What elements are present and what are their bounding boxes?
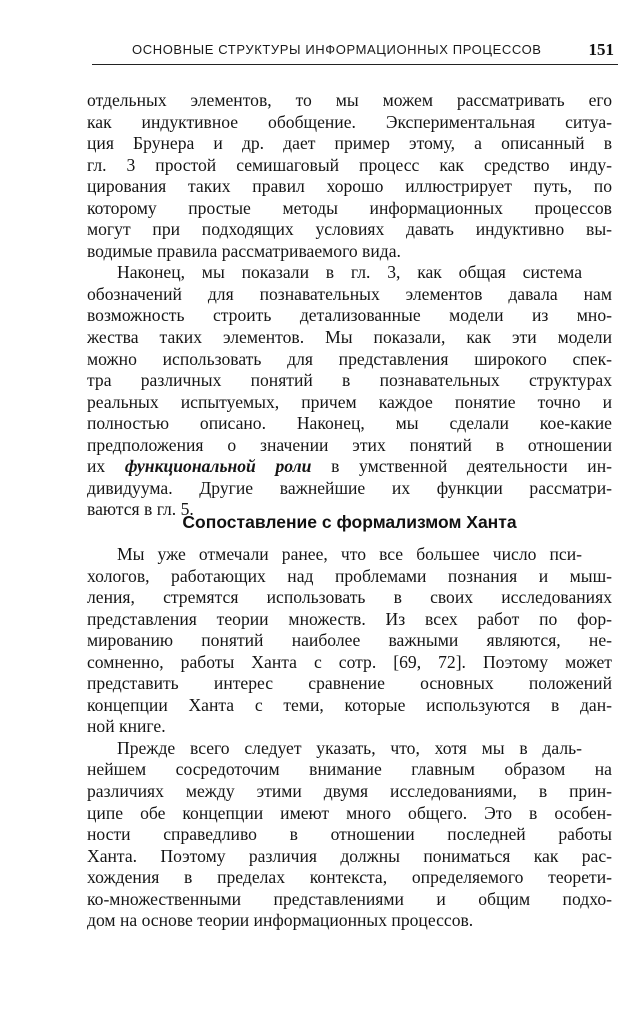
paragraph: [87, 262, 612, 521]
running-head: [92, 40, 614, 64]
text-line: ной книге.: [87, 716, 166, 737]
text-line: концепции Ханта с теми, которые используются в дан-: [87, 694, 612, 715]
text-line: водимые правила рассматриваемого вида.: [87, 240, 401, 261]
page-number: 151: [588, 40, 614, 59]
text-line: Мы уже отмечали ранее, что все большее число пси-: [117, 544, 582, 564]
text-line: гл. 3 простой семишаговый процесс как средство инду-: [87, 154, 612, 175]
paragraph: [87, 738, 612, 932]
emphasized-term: функциональной роли: [124, 456, 312, 477]
text-line: реальных испытуемых, причем каждое понятие точно и: [87, 391, 612, 412]
text-line: хологов, работающих над проблемами познания и мыш-: [87, 565, 612, 586]
text-line: ципе обе концепции имеют много общего. Это в особен-: [87, 802, 612, 823]
text-line: возможность строить детализованные модели из мно-: [87, 305, 612, 326]
text-line: ности справедливо в отношении последней работы: [87, 824, 612, 845]
text-line: отдельных элементов, то мы можем рассматривать его: [87, 90, 612, 110]
paragraph: [87, 544, 612, 738]
text-line: хождения в пределах контекста, определяемого теорети-: [87, 867, 612, 888]
text-line: Ханта. Поэтому различия должны пониматься как рас-: [87, 845, 612, 866]
text-line: жества таких элементов. Мы показали, как эти модели: [87, 327, 612, 348]
text-line: предположения о значении этих понятий в отношении: [87, 434, 612, 455]
text-line: сомненно, работы Ханта с сотр. [69, 72]. Поэтому может: [87, 651, 612, 672]
text-line-with-emphasis: [87, 456, 612, 478]
text-line: Прежде всего следует указать, что, хотя мы в даль-: [117, 737, 582, 758]
text-line: дом на основе теории информационных процессов.: [87, 910, 474, 931]
body-text-bottom: [87, 544, 612, 932]
text-line: дивидуума. Другие важнейшие их функции рассматри-: [87, 477, 612, 498]
text-line: мированию понятий наиболее важными являются, не-: [87, 630, 612, 651]
text-line: ция Брунера и др. дает пример этому, а описанный в: [87, 133, 612, 154]
text-run: их: [87, 456, 125, 477]
text-line: представить интерес сравнение основных положений: [87, 673, 612, 694]
section-heading: Сопоставление с формализмом Ханта: [182, 512, 517, 532]
text-line: можно использовать для представления широкого спек-: [87, 348, 612, 369]
text-line: представления теории множеств. Из всех работ по фор-: [87, 608, 612, 629]
text-line: ления, стремятся использовать в своих исследованиях: [87, 587, 612, 608]
text-line: обозначений для познавательных элементов давала нам: [87, 283, 612, 304]
text-line: могут при подходящих условиях давать индуктивно вы-: [87, 219, 612, 240]
text-line: ваются в гл. 5.: [87, 499, 194, 520]
text-line: цирования таких правил хорошо иллюстрирует путь, по: [87, 176, 612, 197]
text-line: Наконец, мы показали в гл. 3, как общая система: [117, 262, 582, 283]
text-line: ко-множественными представлениями и общим подхо-: [87, 888, 612, 909]
text-run: в умственной деятельности ин-: [311, 456, 612, 477]
text-line: тра различных понятий в познавательных структурах: [87, 370, 612, 391]
text-line: которому простые методы информационных процессов: [87, 197, 612, 218]
header-rule: [92, 64, 618, 65]
text-line: нейшем сосредоточим внимание главным образом на: [87, 759, 612, 780]
body-text-top: [87, 90, 612, 521]
running-head-title: ОСНОВНЫЕ СТРУКТУРЫ ИНФОРМАЦИОННЫХ ПРОЦЕССОВ: [132, 42, 542, 57]
text-line: различиях между этими двумя исследованиями, в прин-: [87, 781, 612, 802]
paragraph: [87, 90, 612, 262]
text-line: как индуктивное обобщение. Экспериментальная ситуа-: [87, 111, 612, 132]
text-line: полностью описано. Наконец, мы сделали кое-какие: [87, 413, 612, 434]
